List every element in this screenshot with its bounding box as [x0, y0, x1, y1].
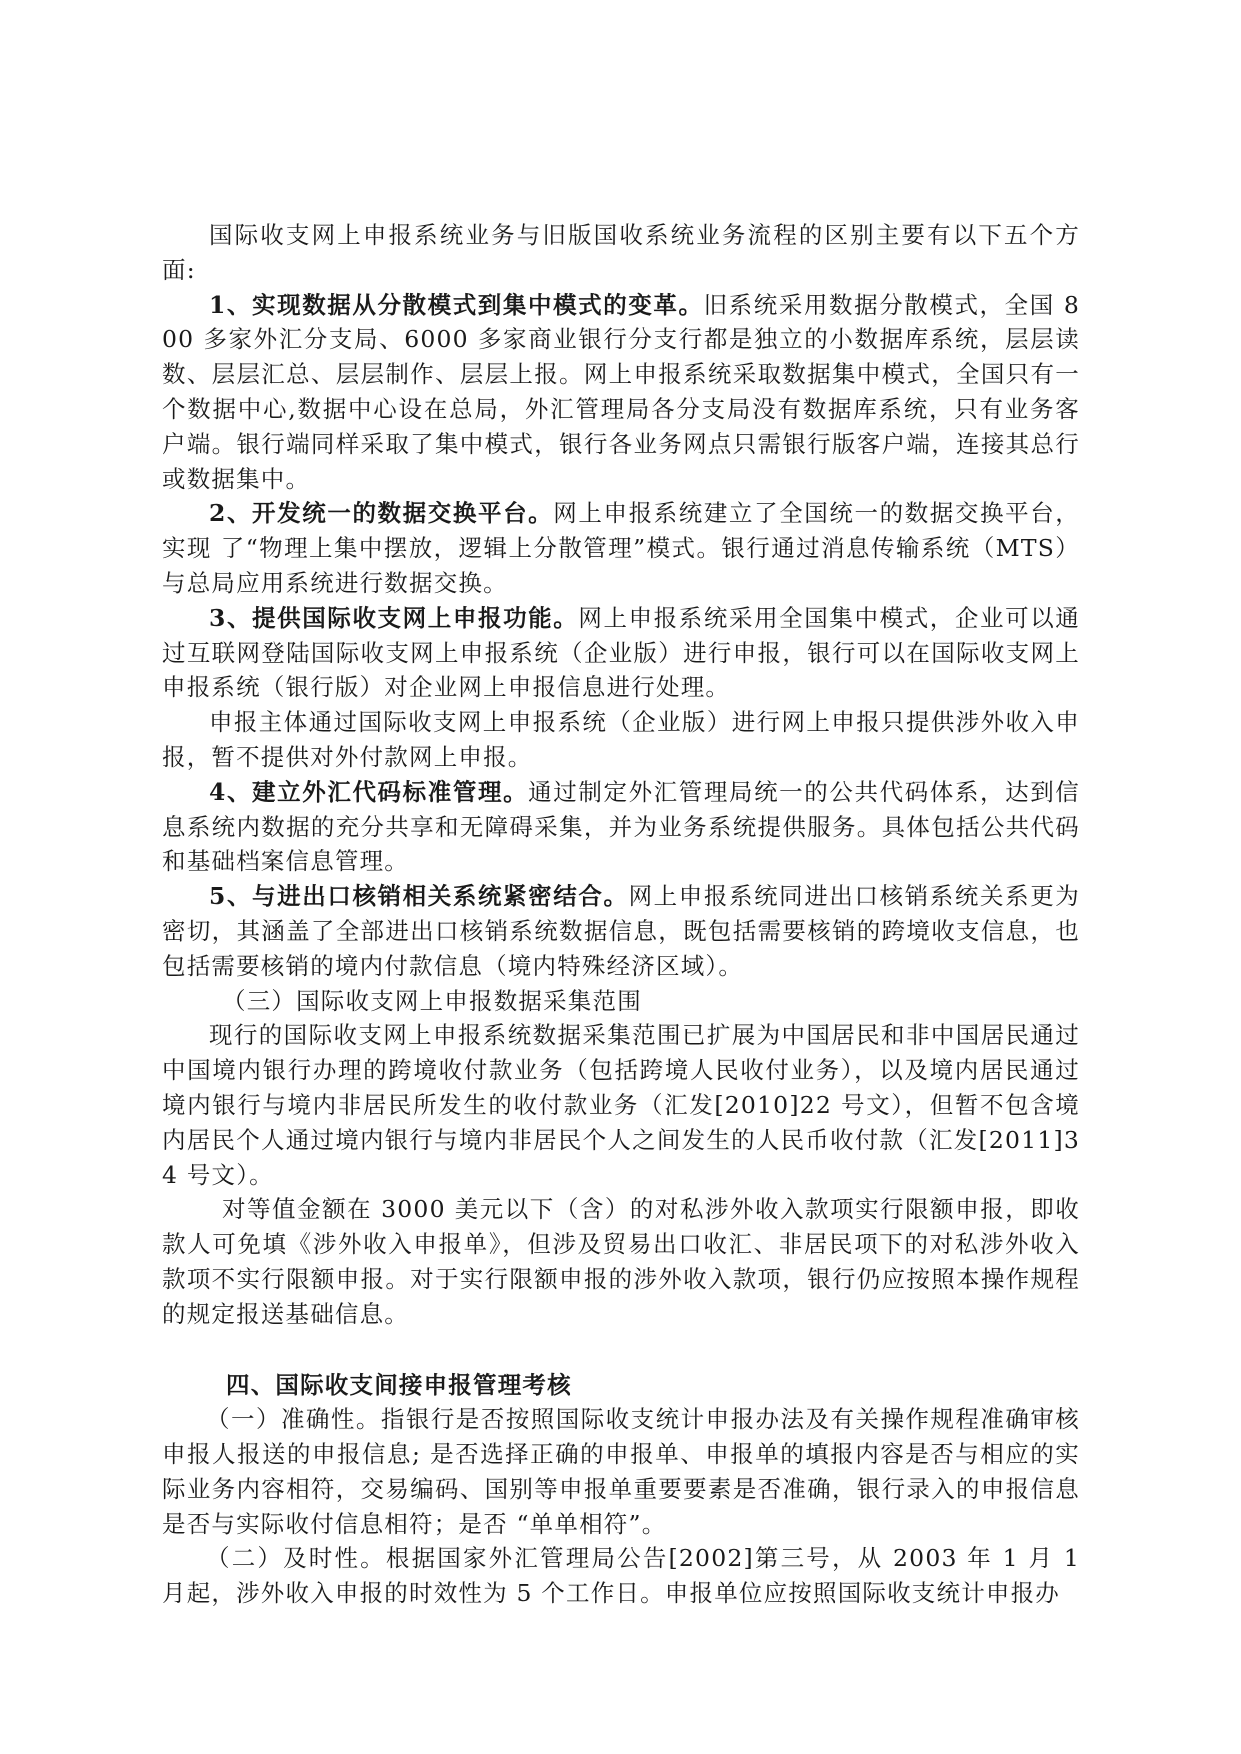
section-4-title: 四、国际收支间接申报管理考核 — [226, 1370, 572, 1399]
scope-heading: （三）国际收支网上申报数据采集范围 — [222, 986, 642, 1015]
point-1 — [162, 288, 1080, 497]
scope-paragraph: 现行的国际收支网上申报系统数据采集范围已扩展为中国居民和非中国居民通过中国境内银行办理的跨境收付款业务（包括跨境人民收付业务），以及境内居民通过境内银行与境内非居民所发生的收付款业务（汇发[2010]22 号文），但暂不包含境内居民个人通过境内银行与境内非居民个人之间发生的人民币收付款（汇发[2011]34 号文）。 — [162, 1021, 1080, 1189]
point-5-title: 5、与进出口核销相关系统紧密结合。 — [209, 882, 629, 911]
point-5-body: 网上申报系统同进出口核销系统关系更为密切，其涵盖了全部进出口核销系统数据信息，既包括需要核销的跨境收支信息，也包括需要核销的境内付款信息（境内特殊经济区域）。 — [162, 882, 1080, 980]
accuracy-paragraph: （一）准确性。指银行是否按照国际收支统计申报办法及有关操作规程准确审核申报人报送的申报信息; 是否选择正确的申报单、申报单的填报内容是否与相应的实际业务内容相符，交易编码、国别等申报单重要要素是否准确，银行录入的申报信息是否与实际收付信息相符；是否 “单单相符”。 — [162, 1405, 1080, 1538]
point-5 — [162, 879, 1080, 983]
point-4-body: 通过制定外汇管理局统一的公共代码体系，达到信息系统内数据的充分共享和无障碍采集，并为业务系统提供服务。具体包括公共代码和基础档案信息管理。 — [162, 777, 1080, 876]
point-4 — [162, 775, 1080, 879]
point-3-title: 3、提供国际收支网上申报功能。 — [209, 603, 579, 632]
point-2-title: 2、开发统一的数据交换平台。 — [209, 499, 554, 528]
point-1-body: 旧系统采用数据分散模式，全国 800 多家外汇分支局、6000 多家商业银行分支行都是独立的小数据库系统，层层读数、层层汇总、层层制作、层层上报。网上申报系统采取数据集中模式，全国只有一个数据中心,数据中心设在总局，外汇管理局各分支局没有数据库系统，只有业务客户端。银行端同样采取了集中模式，银行各业务网点只需银行版客户端，连接其总行或数据集中。 — [162, 290, 1080, 493]
enterprise-note: 申报主体通过国际收支网上申报系统（企业版）进行网上申报只提供涉外收入申报，暂不提供对外付款网上申报。 — [162, 708, 1080, 771]
document-page — [162, 218, 1080, 1611]
point-4-title: 4、建立外汇代码标准管理。 — [209, 777, 529, 806]
point-3-body: 网上申报系统采用全国集中模式，企业可以通过互联网登陆国际收支网上申报系统（企业版）进行申报，银行可以在国际收支网上申报系统（银行版）对企业网上申报信息进行处理。 — [162, 603, 1080, 702]
point-3 — [162, 601, 1080, 705]
point-1-title: 1、实现数据从分散模式到集中模式的变革。 — [209, 290, 704, 319]
intro-paragraph: 国际收支网上申报系统业务与旧版国收系统业务流程的区别主要有以下五个方面: — [162, 221, 1080, 284]
point-2 — [162, 496, 1080, 600]
timeliness-paragraph: （二）及时性。根据国家外汇管理局公告[2002]第三号，从 2003 年 1 月 1 月起，涉外收入申报的时效性为 5 个工作日。申报单位应按照国际收支统计申报办 — [162, 1544, 1080, 1608]
point-2-body: 网上申报系统建立了全国统一的数据交换平台，实现 了“物理上集中摆放，逻辑上分散管理”模式。银行通过消息传输系统（MTS）与总局应用系统进行数据交换。 — [162, 499, 1081, 597]
limit-paragraph: 对等值金额在 3000 美元以下（含）的对私涉外收入款项实行限额申报，即收款人可免填《涉外收入申报单》，但涉及贸易出口收汇、非居民项下的对私涉外收入款项不实行限额申报。对于实行限额申报的涉外收入款项，银行仍应按照本操作规程的规定报送基础信息。 — [162, 1195, 1080, 1328]
